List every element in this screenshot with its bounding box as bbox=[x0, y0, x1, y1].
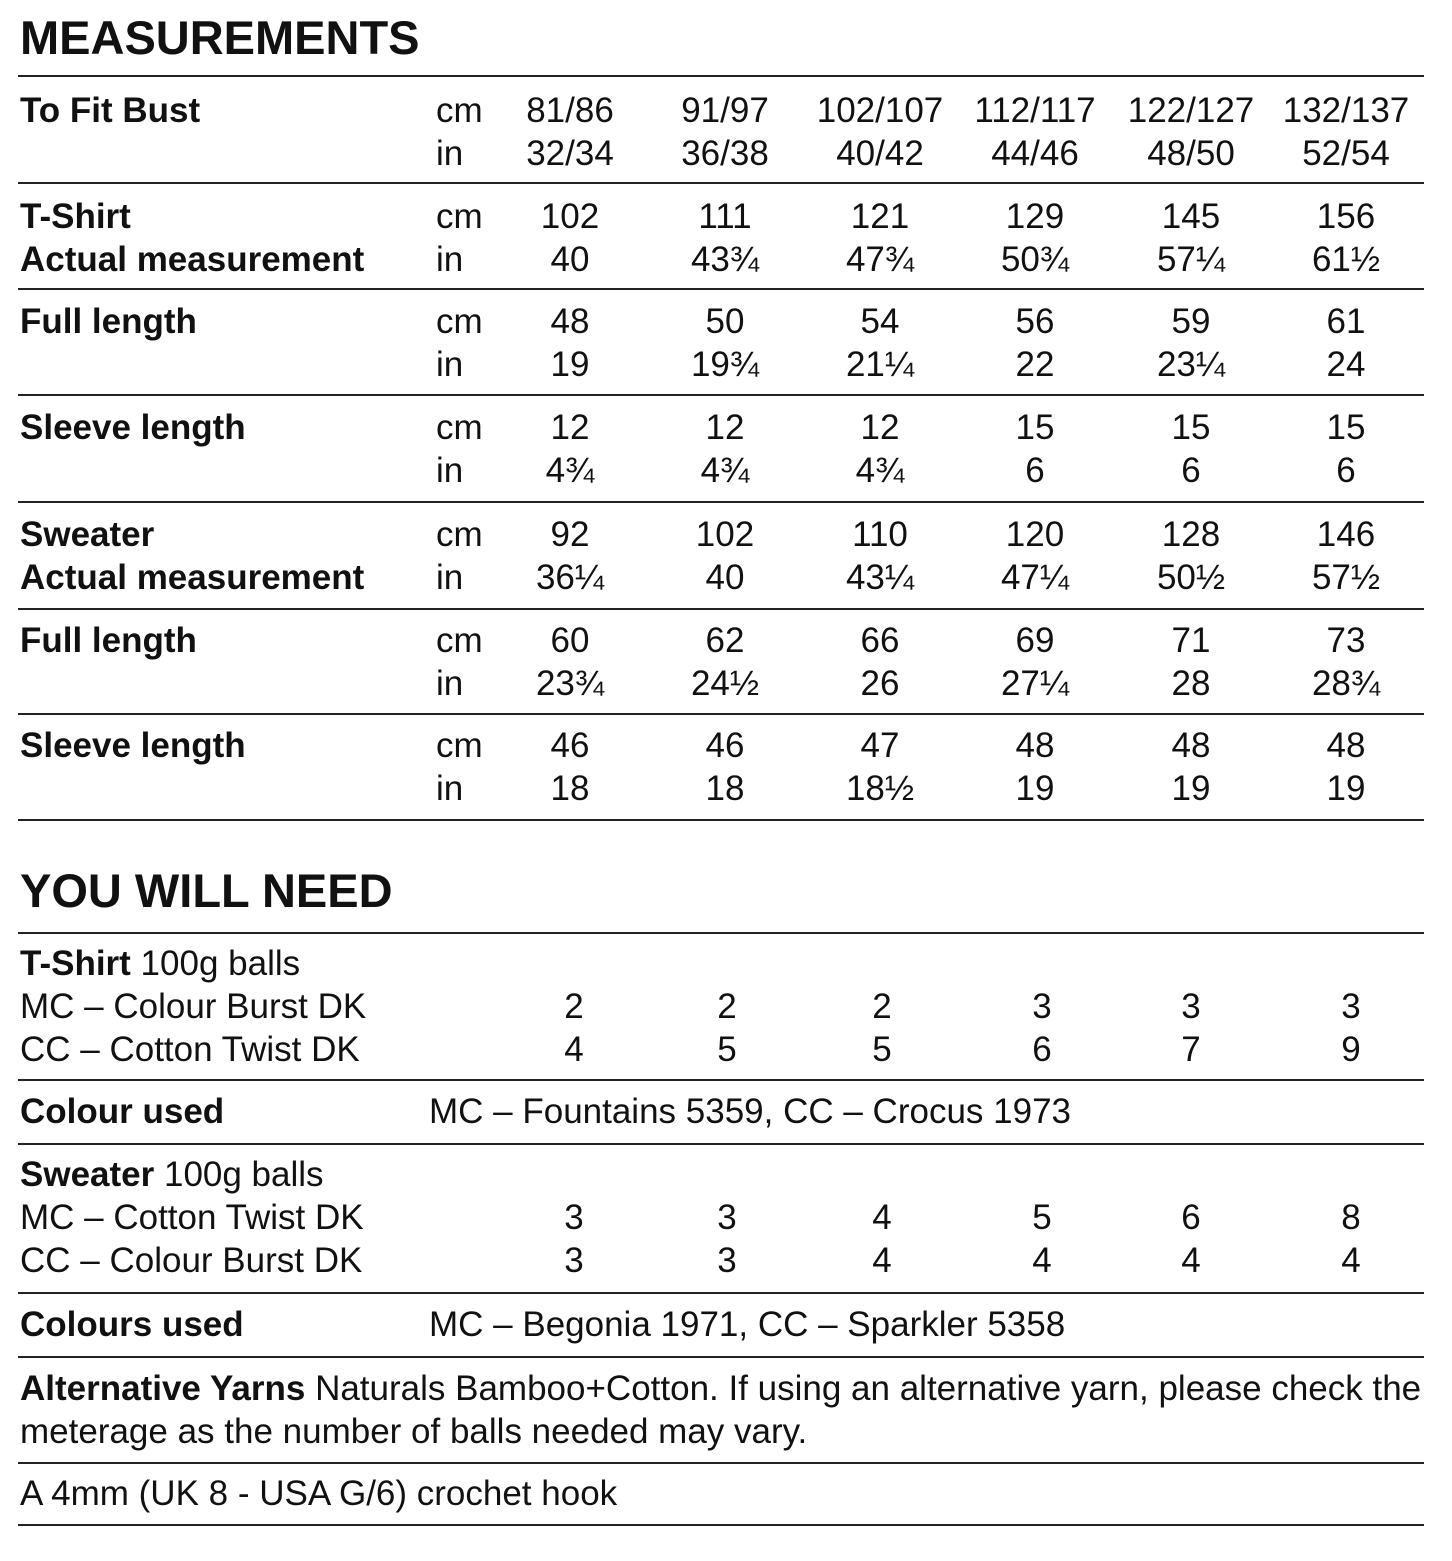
value-cm: 121 bbox=[850, 197, 910, 236]
value-cell bbox=[1271, 300, 1421, 386]
ball-count: 5 bbox=[717, 1030, 737, 1069]
value-cell bbox=[960, 300, 1110, 386]
ball-count: 3 bbox=[1341, 987, 1361, 1026]
value-in: 18½ bbox=[845, 769, 915, 808]
value-in: 6 bbox=[1181, 451, 1201, 490]
unit-cm: cm bbox=[436, 302, 483, 341]
ball-count: 7 bbox=[1181, 1030, 1201, 1069]
ball-count: 3 bbox=[717, 1241, 737, 1280]
value-in: 26 bbox=[860, 664, 900, 703]
divider bbox=[18, 1462, 1424, 1464]
row-label bbox=[20, 195, 364, 281]
size-cm: 132/137 bbox=[1282, 91, 1410, 130]
row-label-line2: Actual measurement bbox=[20, 240, 365, 279]
value-cell bbox=[1116, 724, 1266, 810]
value-cell bbox=[1116, 300, 1266, 386]
unit-cm: cm bbox=[436, 408, 483, 447]
value-cell bbox=[805, 300, 955, 386]
value-cm: 15 bbox=[1326, 408, 1366, 447]
size-in: 40/42 bbox=[836, 134, 924, 173]
value-cm: 46 bbox=[550, 726, 590, 765]
value-cm: 12 bbox=[860, 408, 900, 447]
size-in: 44/46 bbox=[991, 134, 1079, 173]
value-in: 21¼ bbox=[845, 345, 915, 384]
row-label-line1: T-Shirt bbox=[20, 197, 131, 236]
value-cell bbox=[1116, 619, 1266, 705]
value-cell bbox=[960, 195, 1110, 281]
ball-count: 2 bbox=[717, 987, 737, 1026]
value-cm: 59 bbox=[1171, 302, 1211, 341]
value-in: 24½ bbox=[690, 664, 760, 703]
row-label bbox=[20, 300, 197, 343]
value-cm: 12 bbox=[705, 408, 745, 447]
hook-requirement: A 4mm (UK 8 - USA G/6) crochet hook bbox=[20, 1474, 618, 1513]
value-in: 47¾ bbox=[845, 240, 915, 279]
size-cm: 112/117 bbox=[974, 91, 1096, 130]
size-in: 52/54 bbox=[1302, 134, 1390, 173]
ball-count: 9 bbox=[1341, 1030, 1361, 1069]
value-cell bbox=[960, 406, 1110, 492]
value-cell bbox=[1271, 406, 1421, 492]
value-cm: 110 bbox=[852, 515, 908, 554]
ball-count: 4 bbox=[872, 1198, 892, 1237]
ball-count: 4 bbox=[564, 1030, 584, 1069]
divider bbox=[18, 394, 1424, 396]
value-cm: 92 bbox=[550, 515, 590, 554]
sweater-mc-label: MC – Cotton Twist DK bbox=[20, 1198, 364, 1237]
value-in: 47¼ bbox=[1000, 558, 1070, 597]
colour-used-label bbox=[20, 1090, 224, 1133]
measurements-title: MEASUREMENTS bbox=[20, 11, 420, 64]
size-in: 48/50 bbox=[1147, 134, 1235, 173]
value-cm: 48 bbox=[1015, 726, 1055, 765]
value-in: 18 bbox=[550, 769, 590, 808]
colour-used-value: MC – Fountains 5359, CC – Crocus 1973 bbox=[429, 1092, 1071, 1131]
value-in: 28 bbox=[1171, 664, 1211, 703]
value-cm: 50 bbox=[705, 302, 745, 341]
unit-cm: cm bbox=[436, 621, 483, 660]
ball-count: 3 bbox=[564, 1198, 584, 1237]
value-cm: 47 bbox=[860, 726, 900, 765]
value-in: 40 bbox=[705, 558, 745, 597]
alternative-yarns bbox=[20, 1367, 1424, 1453]
tshirt-mc-label: MC – Colour Burst DK bbox=[20, 987, 367, 1026]
value-in: 23¾ bbox=[535, 664, 605, 703]
you-will-need-title: YOU WILL NEED bbox=[20, 864, 393, 917]
ball-count: 3 bbox=[1181, 987, 1201, 1026]
value-in: 6 bbox=[1025, 451, 1045, 490]
value-cm: 146 bbox=[1316, 515, 1376, 554]
value-in: 43¼ bbox=[845, 558, 915, 597]
value-cell bbox=[1271, 724, 1421, 810]
value-in: 50½ bbox=[1156, 558, 1226, 597]
value-cell bbox=[650, 619, 800, 705]
divider bbox=[18, 501, 1424, 503]
unit-cm: cm bbox=[436, 91, 483, 130]
unit-in: in bbox=[436, 558, 464, 597]
divider bbox=[18, 932, 1424, 934]
unit-in: in bbox=[436, 240, 464, 279]
value-in: 19 bbox=[1015, 769, 1055, 808]
sweater-cc-label: CC – Colour Burst DK bbox=[20, 1241, 363, 1280]
value-cm: 46 bbox=[705, 726, 745, 765]
value-cell bbox=[1116, 513, 1266, 599]
value-cm: 48 bbox=[1171, 726, 1211, 765]
value-cell bbox=[495, 513, 645, 599]
value-cell bbox=[805, 406, 955, 492]
colours-used-label bbox=[20, 1303, 244, 1346]
value-in: 27¼ bbox=[1000, 664, 1070, 703]
value-in: 23¼ bbox=[1156, 345, 1226, 384]
unit-cm: cm bbox=[436, 726, 483, 765]
value-in: 43¾ bbox=[690, 240, 760, 279]
value-cm: 66 bbox=[860, 621, 900, 660]
ball-count: 6 bbox=[1032, 1030, 1052, 1069]
value-in: 18 bbox=[705, 769, 745, 808]
size-cm: 81/86 bbox=[526, 91, 614, 130]
bust-label: To Fit Bust bbox=[20, 91, 201, 130]
value-cell bbox=[805, 619, 955, 705]
value-cell bbox=[495, 300, 645, 386]
value-cell bbox=[495, 406, 645, 492]
value-cm: 111 bbox=[698, 197, 752, 236]
ball-count: 2 bbox=[872, 987, 892, 1026]
value-cm: 15 bbox=[1171, 408, 1211, 447]
size-cm: 102/107 bbox=[816, 91, 944, 130]
row-label-line1: Full length bbox=[20, 621, 197, 660]
unit-in: in bbox=[436, 664, 464, 703]
sweater-heading bbox=[20, 1153, 324, 1196]
unit-cm: cm bbox=[436, 197, 483, 236]
tshirt-heading-rest: 100g balls bbox=[130, 944, 301, 983]
value-cell bbox=[805, 513, 955, 599]
row-label-line1: Sweater bbox=[20, 515, 155, 554]
row-label-line1: Sleeve length bbox=[20, 726, 246, 765]
value-cell bbox=[650, 195, 800, 281]
value-cm: 61 bbox=[1326, 302, 1366, 341]
colours-used-value: MC – Begonia 1971, CC – Sparkler 5358 bbox=[429, 1305, 1066, 1344]
divider bbox=[18, 75, 1424, 77]
value-cell bbox=[1271, 195, 1421, 281]
colour-used-label-text: Colour used bbox=[20, 1092, 225, 1131]
value-cell bbox=[805, 724, 955, 810]
value-cell bbox=[650, 724, 800, 810]
value-cm: 156 bbox=[1316, 197, 1376, 236]
value-cell bbox=[495, 724, 645, 810]
unit-in: in bbox=[436, 134, 464, 173]
ball-count: 6 bbox=[1181, 1198, 1201, 1237]
colours-used-label-text: Colours used bbox=[20, 1305, 244, 1344]
ball-count: 2 bbox=[564, 987, 584, 1026]
divider bbox=[18, 608, 1424, 610]
value-cm: 48 bbox=[550, 302, 590, 341]
ball-count: 4 bbox=[872, 1241, 892, 1280]
value-cm: 15 bbox=[1015, 408, 1055, 447]
value-cm: 12 bbox=[550, 408, 590, 447]
row-label bbox=[20, 619, 197, 662]
size-cell bbox=[960, 89, 1110, 175]
unit-in: in bbox=[436, 451, 464, 490]
divider bbox=[18, 1356, 1424, 1358]
alternative-yarns-label: Alternative Yarns bbox=[20, 1369, 306, 1408]
value-cell bbox=[495, 619, 645, 705]
divider bbox=[18, 288, 1424, 290]
tshirt-cc-label: CC – Cotton Twist DK bbox=[20, 1030, 360, 1069]
value-cell bbox=[495, 195, 645, 281]
value-cm: 129 bbox=[1005, 197, 1065, 236]
row-label-line1: Sleeve length bbox=[20, 408, 246, 447]
value-in: 4¾ bbox=[700, 451, 750, 490]
value-cm: 102 bbox=[540, 197, 600, 236]
value-in: 19 bbox=[1171, 769, 1211, 808]
size-cm: 91/97 bbox=[681, 91, 769, 130]
divider bbox=[18, 1292, 1424, 1294]
row-label-line1: Full length bbox=[20, 302, 197, 341]
value-in: 19 bbox=[550, 345, 590, 384]
value-in: 57¼ bbox=[1156, 240, 1226, 279]
row-label bbox=[20, 406, 246, 449]
value-in: 57½ bbox=[1311, 558, 1381, 597]
unit-cm: cm bbox=[436, 515, 483, 554]
value-cell bbox=[960, 619, 1110, 705]
value-cm: 102 bbox=[695, 515, 755, 554]
tshirt-heading-bold: T-Shirt bbox=[20, 944, 131, 983]
value-in: 6 bbox=[1336, 451, 1356, 490]
unit-in: in bbox=[436, 769, 464, 808]
size-cell bbox=[805, 89, 955, 175]
unit-in: in bbox=[436, 345, 464, 384]
value-cm: 56 bbox=[1015, 302, 1055, 341]
size-in: 36/38 bbox=[681, 134, 769, 173]
divider bbox=[18, 1143, 1424, 1145]
ball-count: 3 bbox=[717, 1198, 737, 1237]
value-cell bbox=[1116, 195, 1266, 281]
value-in: 19¾ bbox=[690, 345, 760, 384]
value-cm: 48 bbox=[1326, 726, 1366, 765]
value-in: 22 bbox=[1015, 345, 1055, 384]
sweater-heading-bold: Sweater bbox=[20, 1155, 155, 1194]
row-label bbox=[20, 724, 246, 767]
value-cm: 54 bbox=[860, 302, 900, 341]
value-cm: 73 bbox=[1326, 621, 1366, 660]
size-cell bbox=[1116, 89, 1266, 175]
ball-count: 4 bbox=[1032, 1241, 1052, 1280]
divider bbox=[18, 1079, 1424, 1081]
ball-count: 3 bbox=[564, 1241, 584, 1280]
row-label bbox=[20, 513, 364, 599]
value-cm: 145 bbox=[1161, 197, 1221, 236]
value-cell bbox=[1271, 513, 1421, 599]
ball-count: 5 bbox=[872, 1030, 892, 1069]
value-cell bbox=[650, 300, 800, 386]
ball-count: 8 bbox=[1341, 1198, 1361, 1237]
value-cm: 128 bbox=[1161, 515, 1221, 554]
value-in: 24 bbox=[1326, 345, 1366, 384]
sweater-heading-rest: 100g balls bbox=[154, 1155, 324, 1194]
size-cell bbox=[1271, 89, 1421, 175]
divider bbox=[18, 819, 1424, 821]
size-cell bbox=[650, 89, 800, 175]
tshirt-heading bbox=[20, 942, 300, 985]
alternative-yarns-text: Naturals Bamboo+Cotton. If using an alternative yarn, please check the meterage as the number of balls needed may vary. bbox=[20, 1369, 1422, 1451]
value-in: 4¾ bbox=[855, 451, 905, 490]
ball-count: 4 bbox=[1181, 1241, 1201, 1280]
value-in: 19 bbox=[1326, 769, 1366, 808]
value-cell bbox=[960, 513, 1110, 599]
divider bbox=[18, 182, 1424, 184]
value-cm: 120 bbox=[1005, 515, 1065, 554]
row-label-line2: Actual measurement bbox=[20, 558, 365, 597]
value-cell bbox=[805, 195, 955, 281]
value-cell bbox=[1271, 619, 1421, 705]
value-cell bbox=[650, 406, 800, 492]
value-cm: 62 bbox=[705, 621, 745, 660]
value-cell bbox=[650, 513, 800, 599]
ball-count: 3 bbox=[1032, 987, 1052, 1026]
value-cell bbox=[960, 724, 1110, 810]
value-in: 40 bbox=[550, 240, 590, 279]
divider bbox=[18, 713, 1424, 715]
value-cm: 69 bbox=[1015, 621, 1055, 660]
value-in: 61½ bbox=[1311, 240, 1381, 279]
value-in: 50¾ bbox=[1000, 240, 1070, 279]
value-in: 4¾ bbox=[545, 451, 595, 490]
size-in: 32/34 bbox=[526, 134, 614, 173]
divider bbox=[18, 1524, 1424, 1526]
ball-count: 5 bbox=[1032, 1198, 1052, 1237]
size-cell bbox=[495, 89, 645, 175]
value-in: 28¾ bbox=[1311, 664, 1381, 703]
value-cm: 60 bbox=[550, 621, 590, 660]
size-cm: 122/127 bbox=[1127, 91, 1255, 130]
value-in: 36¼ bbox=[535, 558, 605, 597]
ball-count: 4 bbox=[1341, 1241, 1361, 1280]
value-cm: 71 bbox=[1171, 621, 1211, 660]
value-cell bbox=[1116, 406, 1266, 492]
